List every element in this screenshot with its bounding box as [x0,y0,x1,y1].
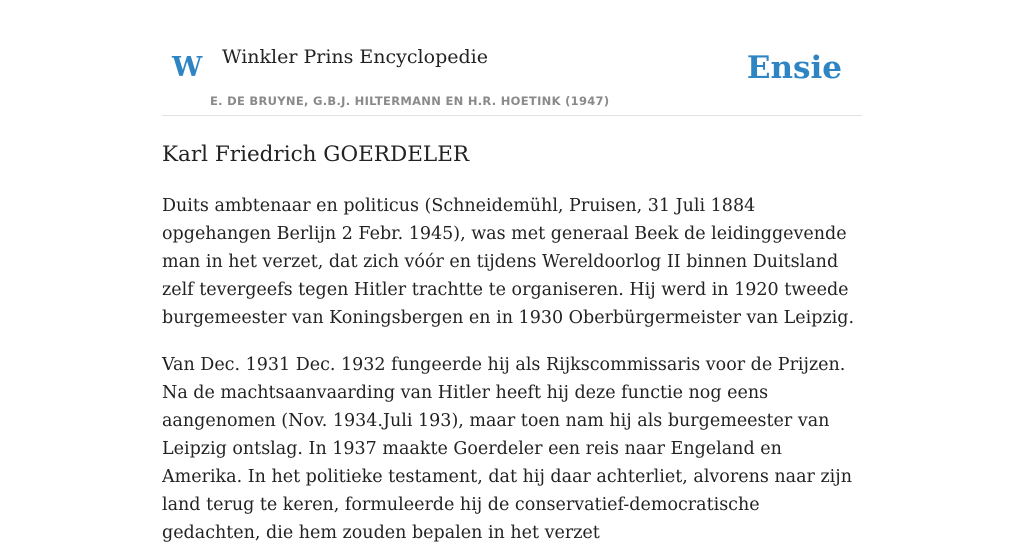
publication-authors: E. DE BRUYNE, G.B.J. HILTERMANN EN H.R. HOETINK (1947) [210,94,610,108]
article [162,138,862,547]
site-header [162,40,862,116]
article-paragraph: Duits ambtenaar en politicus (Schneidemühl, Pruisen, 31 Juli 1884 opgehangen Berlijn 2 Febr. 1945), was met generaal Beek de leidinggevende man in het verzet, dat zich vóór en tijdens Wereldoorlog II binnen Duitsland zelf tevergeefs tegen Hitler trachtte te organiseren. Hij werd in 1920 tweede burgemeester van Koningsbergen en in 1930 Oberbürgermeister van Leipzig. [162,196,855,328]
article-title: Karl Friedrich GOERDELER [162,142,470,167]
ensie-logo-link[interactable]: Ensie [746,50,842,86]
publication-title[interactable]: Winkler Prins Encyclopedie [222,46,488,68]
winkler-prins-logo-icon[interactable]: W [172,52,203,83]
article-paragraph: Van Dec. 1931 Dec. 1932 fungeerde hij als Rijkscommissaris voor de Prijzen. Na de machtsaanvaarding van Hitler heeft hij deze functie nog eens aangenomen (Nov. 1934.Juli 193), maar toen nam hij als burgemeester van Leipzig ontslag. In 1937 maakte Goerdeler een reis naar Engeland en Amerika. In het politieke testament, dat hij daar achterliet, alvorens naar zijn land terug te keren, formuleerde hij de conservatief-democratische gedachten, die hem zouden bepalen in het verzet [162,355,852,543]
